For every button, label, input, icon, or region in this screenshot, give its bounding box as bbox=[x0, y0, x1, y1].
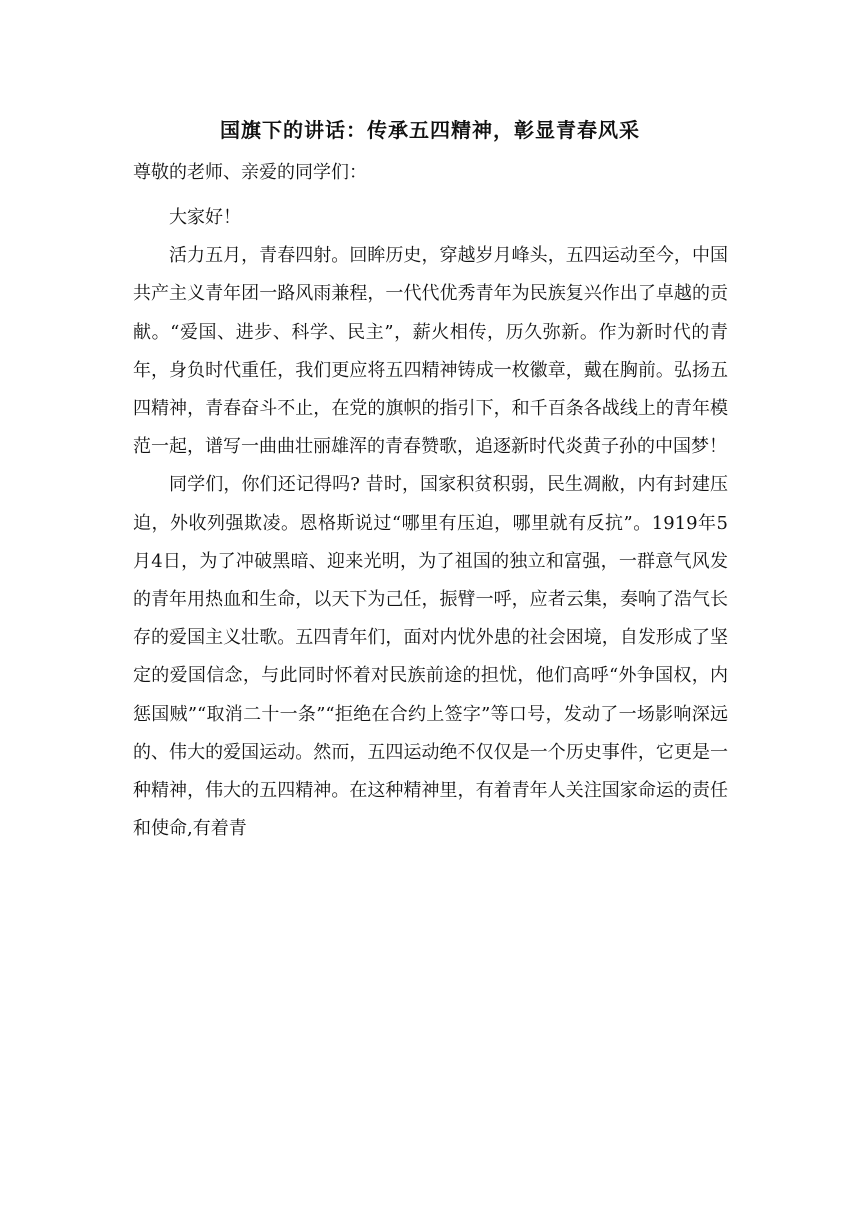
paragraph-history: 同学们，你们还记得吗? 昔时，国家积贫积弱，民生凋敝，内有封建压迫，外收列强欺凌。恩格斯说过“哪里有压迫，哪里就有反抗”。1919年5月4日，为了冲破黑暗、迎来光明，为了祖国的独立和富强，一群意气风发的青年用热血和生命，以天下为己任，振臂一呼，应者云集，奏响了浩气长存的爱国主义壮歌。五四青年们，面对内忧外患的社会困境，自发形成了坚定的爱国信念，与此同时怀着对民族前途的担忧，他们高呼“外争国权，内惩国贼”“取消二十一条”“拒绝在合约上签字”等口号，发动了一场影响深远的、伟大的爱国运动。然而，五四运动绝不仅仅是一个历史事件，它更是一种精神，伟大的五四精神。在这种精神里，有着青年人关注国家命运的责任和使命,有着青 bbox=[133, 474, 728, 840]
document-body bbox=[133, 199, 728, 848]
paragraph-intro: 活力五月，青春四射。回眸历史，穿越岁月峰头，五四运动至今，中国共产主义青年团一路风雨兼程，一代代优秀青年为民族复兴作出了卓越的贡献。“爱国、进步、科学、民主”，薪火相传，历久弥新。作为新时代的青年，身负时代重任，我们更应将五四精神铸成一枚徽章，戴在胸前。弘扬五四精神，青春奋斗不止，在党的旗帜的指引下，和千百条各战线上的青年模范一起，谱写一曲曲壮丽雄浑的青春赞歌，追逐新时代炎黄子孙的中国梦！ bbox=[133, 245, 728, 458]
paragraph-greeting: 大家好！ bbox=[169, 207, 241, 228]
salutation: 尊敬的老师、亲爱的同学们： bbox=[133, 162, 367, 183]
document-title: 国旗下的讲话：传承五四精神，彰显青春风采 bbox=[220, 118, 640, 142]
